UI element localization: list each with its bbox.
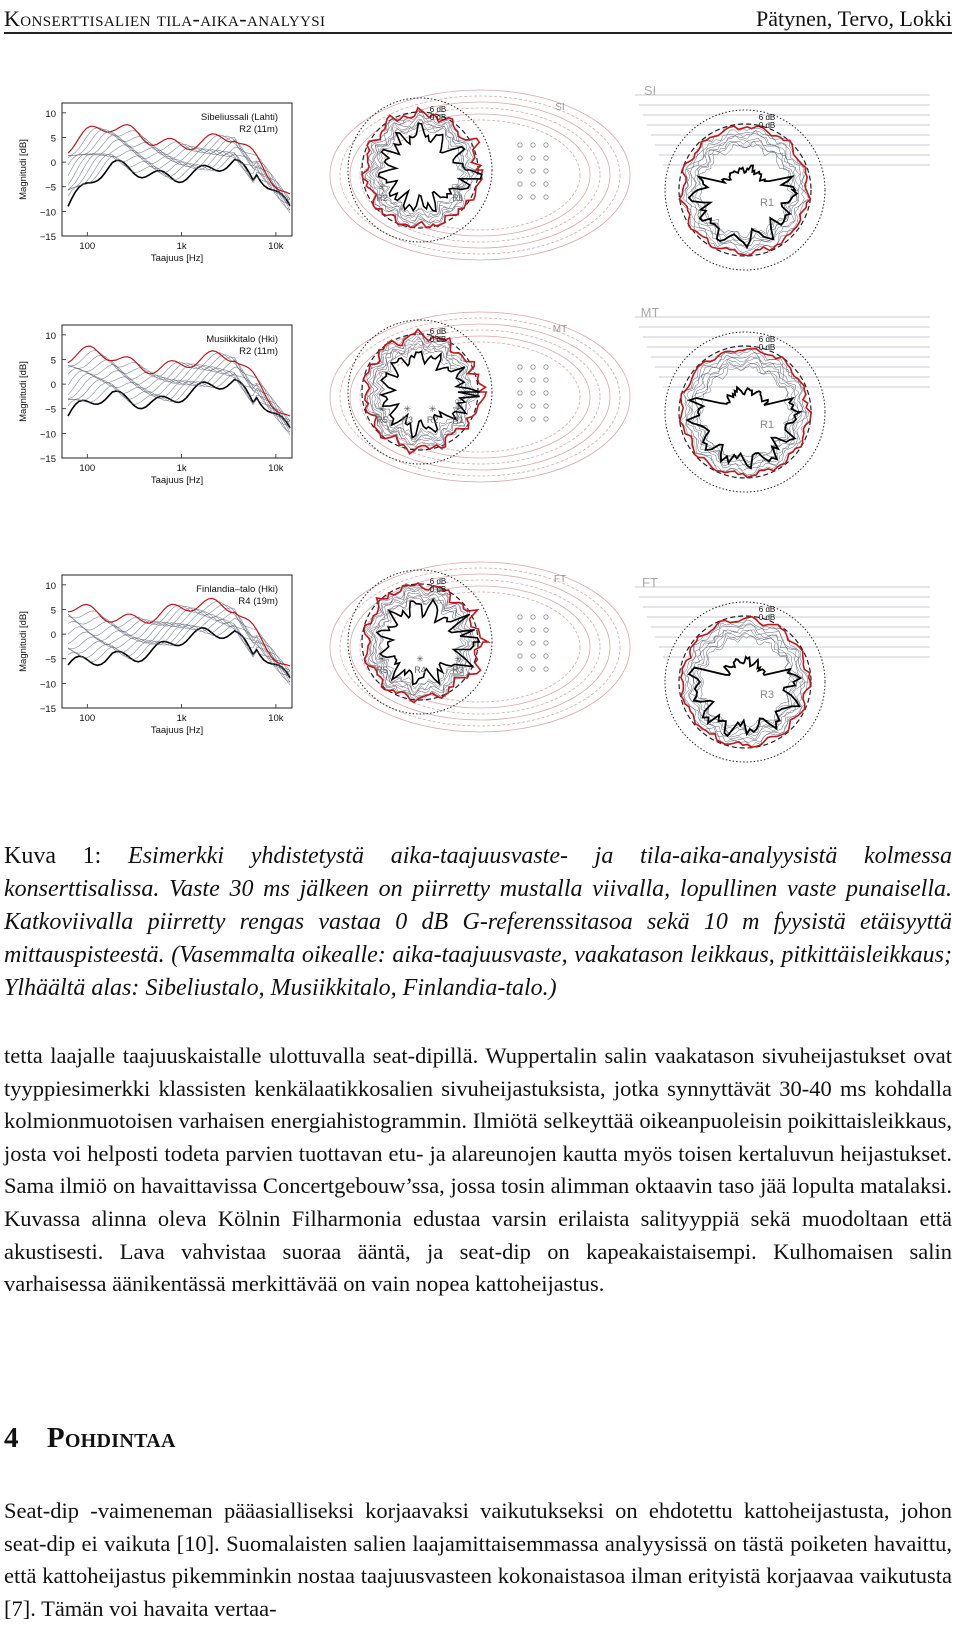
stage-point xyxy=(544,169,548,173)
x-axis-label: Taajuus [Hz] xyxy=(150,475,204,486)
polar-scale-label: 0 dB xyxy=(758,121,776,130)
polar-trace xyxy=(373,341,469,442)
stage-point xyxy=(544,391,548,395)
stage-point xyxy=(544,143,548,147)
x-tick-label: 100 xyxy=(79,463,96,474)
stage-point xyxy=(531,195,535,199)
y-tick-label: −15 xyxy=(39,454,56,465)
stage-point xyxy=(518,156,522,160)
stage-point xyxy=(531,156,535,160)
hall-tag: SI xyxy=(643,83,657,98)
y-axis-label: Magnitudi [dB] xyxy=(18,611,29,672)
section-heading xyxy=(4,1422,176,1455)
polar-scale-label: 6 dB xyxy=(758,605,776,614)
figure-caption xyxy=(4,840,952,1005)
header-title: Konserttisalien tila-aika-analyysi xyxy=(4,6,326,31)
polar-trace xyxy=(696,633,795,732)
y-tick-label: −15 xyxy=(39,704,56,715)
y-tick-label: −10 xyxy=(39,429,56,441)
hall-label: Sibeliussali (Lahti) xyxy=(200,112,278,123)
hall-label: Musiikkitalo (Hki) xyxy=(206,334,278,345)
stage-point xyxy=(531,641,535,645)
section-title: Pohdintaa xyxy=(46,1422,176,1454)
receiver-marker: ✳ xyxy=(416,654,424,664)
y-tick-label: −10 xyxy=(39,207,56,219)
stage-point xyxy=(531,143,535,147)
stage-point xyxy=(518,628,522,632)
polar-trace xyxy=(695,630,799,735)
stage-point xyxy=(531,654,535,658)
polar-scale-label: 0 dB xyxy=(758,613,776,622)
polar-trace xyxy=(692,140,797,242)
hall-tag: MT xyxy=(640,305,660,320)
receiver-label: R1 xyxy=(452,193,464,203)
y-tick-label: −15 xyxy=(39,232,56,243)
longitudinal-section xyxy=(635,305,930,492)
hall-tag: SI xyxy=(555,102,565,113)
stage-point xyxy=(531,404,535,408)
polar-scale-label: 6 dB xyxy=(429,105,447,114)
x-tick-label: 1k xyxy=(176,713,187,724)
receiver-label: R5 xyxy=(376,665,388,675)
stage-point xyxy=(531,391,535,395)
hall-tag: FT xyxy=(553,574,567,585)
stage-point xyxy=(544,628,548,632)
receiver-label: R1 xyxy=(759,419,775,431)
paragraph-1: tetta laajalle taajuuskaistalle ulottuvalla seat-dipillä. Wuppertalin salin vaakatason sivuheijastukset ovat tyyppiesimerkki klassisten kenkälaatikkosalien sivuheijastuksista, jotka synnyttävät 30-40 ms kohdalla kolmionmuotoisen varhaisen energiahistogrammin. Ilmiötä selkeyttää oikeanpuoleisin poikittaisleikkaus, josta voi helposti todeta parvien tuottavan etu- ja alareunojen kautta myös toisen kertaluvun heijastukset. Sama ilmiö on havaittavissa Concertgebouw’ssa, jossa tosin alimman oktaavin taso jää lopulta matalaksi. Kuvassa alinna oleva Kölnin Filharmonia edustaa varsin erilaista salityyppiä sekä muodoltaan että akustisesti. Lava vahvistaa suoraa ääntä, ja seat-dip on kapeakaistaisempi. Kulhomaisen salin varhaisessa äänikentässä merkittävää on vain nopea kattoheijastus. xyxy=(4,1043,952,1297)
receiver-marker: ✳ xyxy=(378,182,386,192)
polar-trace xyxy=(699,366,793,458)
receiver-label: R1 xyxy=(759,197,775,209)
hall-label: Finlandia–talo (Hki) xyxy=(196,584,278,595)
x-tick-label: 100 xyxy=(79,713,96,724)
x-tick-label: 10k xyxy=(268,241,284,252)
frequency-response-plot xyxy=(18,325,292,486)
hall-tag: FT xyxy=(642,575,658,590)
receiver-label: R3 xyxy=(401,415,414,425)
longitudinal-section xyxy=(635,575,930,762)
stage-point xyxy=(518,654,522,658)
frequency-response-plot xyxy=(18,103,292,264)
y-tick-label: 0 xyxy=(50,158,56,170)
y-tick-label: 10 xyxy=(45,108,56,120)
x-tick-label: 10k xyxy=(268,463,284,474)
stage-point xyxy=(531,182,535,186)
stage-point xyxy=(544,182,548,186)
polar-scale-label: 0 dB xyxy=(758,343,776,352)
stage-point xyxy=(518,143,522,147)
stage-point xyxy=(518,169,522,173)
hall-outline xyxy=(330,312,630,482)
stage-point xyxy=(531,169,535,173)
figure-row-1 xyxy=(18,83,930,270)
y-tick-label: −5 xyxy=(45,654,56,666)
stage-point xyxy=(518,404,522,408)
receiver-label: R3 xyxy=(759,689,775,701)
x-tick-label: 1k xyxy=(176,241,187,252)
stage-point xyxy=(544,156,548,160)
stage-point xyxy=(544,404,548,408)
caption-text: Esimerkki yhdistetystä aika-taajuusvaste- ja tila-aika-analyysistä kolmessa konserttisalissa. Vaste 30 ms jälkeen on piirretty mustalla viivalla, lopullinen vaste punaisella. Katkoviivalla piirretty rengas vastaa 0 dB G-referenssitasoa sekä 10 m fyysistä etäisyyttä mittauspisteestä. (Vasemmalta oikealle: aika-taajuusvaste, vaakatason leikkaus, pitkittäisleikkaus; Ylhäältä alas: Sibeliustalo, Musiikkitalo, Finlandia-talo.) xyxy=(4,843,953,1001)
stage-point xyxy=(531,615,535,619)
polar-trace xyxy=(680,127,810,256)
frequency-response-plot xyxy=(18,575,292,736)
hall-outline xyxy=(370,114,590,236)
early-polar-response xyxy=(689,165,797,247)
polar-scale-label: 6 dB xyxy=(429,327,447,336)
section-number: 4 xyxy=(4,1422,19,1454)
x-axis-label: Taajuus [Hz] xyxy=(150,725,204,736)
polar-scale-label: 0 dB xyxy=(429,113,447,122)
y-tick-label: 0 xyxy=(50,380,56,392)
receiver-marker: ✳ xyxy=(403,404,412,414)
polar-scale-label: 6 dB xyxy=(429,577,447,586)
stage-point xyxy=(518,615,522,619)
y-axis-label: Magnitudi [dB] xyxy=(18,361,29,422)
receiver-label: R3 xyxy=(452,665,464,675)
stage-point xyxy=(544,615,548,619)
figure-row-3 xyxy=(18,562,930,762)
longitudinal-section xyxy=(635,83,930,270)
stage-point xyxy=(531,365,535,369)
stage-point xyxy=(531,667,535,671)
horizontal-section xyxy=(330,90,630,260)
y-tick-label: 5 xyxy=(50,133,56,145)
x-tick-label: 10k xyxy=(268,713,284,724)
stage-point xyxy=(518,391,522,395)
y-axis-label: Magnitudi [dB] xyxy=(18,139,29,200)
stage-point xyxy=(518,365,522,369)
stage-point xyxy=(544,667,548,671)
header-authors: Pätynen, Tervo, Lokki xyxy=(755,6,952,31)
y-tick-label: −10 xyxy=(39,679,56,691)
receiver-marker: ✳ xyxy=(454,182,462,192)
figure-row-2 xyxy=(18,305,930,492)
receiver-marker: ✳ xyxy=(454,404,462,414)
y-tick-label: 5 xyxy=(50,605,56,617)
polar-scale-label: 0 dB xyxy=(429,335,447,344)
receiver-label: R4 xyxy=(414,665,426,675)
stage-point xyxy=(518,182,522,186)
stage-point xyxy=(518,195,522,199)
receiver-marker: ✳ xyxy=(378,404,386,414)
horizontal-section xyxy=(330,562,630,732)
stage-point xyxy=(544,365,548,369)
stage-point xyxy=(544,417,548,421)
x-axis-label: Taajuus [Hz] xyxy=(150,253,204,264)
polar-scale-label: 0 dB xyxy=(429,585,447,594)
hall-tag: MT xyxy=(552,324,568,335)
final-polar-response xyxy=(679,126,810,256)
early-polar-response xyxy=(379,123,482,211)
figure-1 xyxy=(0,50,960,820)
stage-point xyxy=(544,654,548,658)
y-tick-label: −5 xyxy=(45,182,56,194)
receiver-marker: ✳ xyxy=(378,654,386,664)
stage-point xyxy=(518,667,522,671)
receiver-label: R4 (19m) xyxy=(238,596,278,607)
caption-lead: Kuva 1: xyxy=(4,843,102,869)
stage-point xyxy=(531,628,535,632)
receiver-label: R2 (11m) xyxy=(239,346,278,357)
hall-outline xyxy=(330,90,630,260)
paragraph-2: Seat-dip -vaimeneman pääasialliseksi korjaavaksi vaikutukseksi on ehdotettu kattoheijastusta, johon seat-dip ei vaikuta [10]. Suomalaisten salien laajamittaisemmassa analyysissä on tästä poiketen havaittu, että kattoheijastus pikemminkin nostaa taajuusvasteen kokonaistasoa ilman erityistä korjaavaa vaikutusta [7]. Tämän voi havaita vertaa- xyxy=(4,1498,952,1621)
x-tick-label: 100 xyxy=(79,241,96,252)
stage-point xyxy=(531,417,535,421)
receiver-label: R2 xyxy=(376,193,388,203)
y-tick-label: 5 xyxy=(50,355,56,367)
stage-point xyxy=(544,195,548,199)
stage-point xyxy=(518,417,522,421)
stage-point xyxy=(531,378,535,382)
receiver-label: R2 xyxy=(426,415,439,425)
stage-point xyxy=(544,378,548,382)
running-header xyxy=(4,2,952,34)
polar-scale-label: 6 dB xyxy=(758,335,776,344)
x-tick-label: 1k xyxy=(176,463,187,474)
receiver-marker: ✳ xyxy=(454,654,462,664)
receiver-label: R1 xyxy=(452,415,464,425)
stage-point xyxy=(518,641,522,645)
stage-point xyxy=(544,641,548,645)
y-tick-label: 10 xyxy=(45,580,56,592)
receiver-marker: ✳ xyxy=(428,404,437,414)
horizontal-section xyxy=(330,312,630,482)
polar-scale-label: 6 dB xyxy=(758,113,776,122)
y-tick-label: 10 xyxy=(45,330,56,342)
receiver-label: R5 xyxy=(376,415,388,425)
stage-point xyxy=(518,378,522,382)
hall-outline xyxy=(360,330,600,464)
y-tick-label: −5 xyxy=(45,404,56,416)
y-tick-label: 0 xyxy=(50,630,56,642)
receiver-label: R2 (11m) xyxy=(239,124,278,135)
